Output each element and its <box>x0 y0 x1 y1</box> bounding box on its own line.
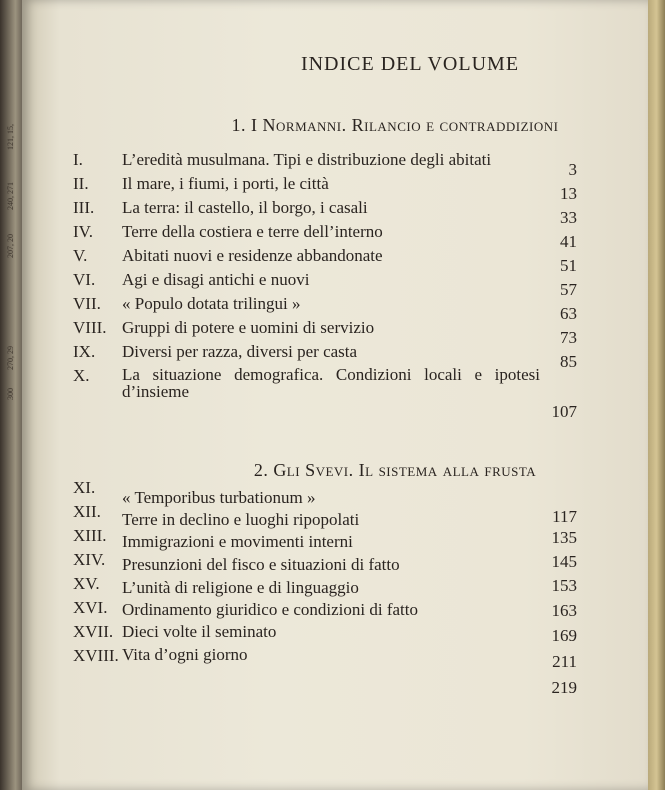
page-number: 219 <box>551 678 577 697</box>
page-number: 117 <box>552 507 577 526</box>
chapter-number: XVII. <box>73 622 114 641</box>
chapter-number: I. <box>73 150 83 169</box>
chapter-title: La terra: il castello, il borgo, i casali <box>122 198 368 217</box>
chapter-number: XVI. <box>73 598 108 617</box>
chapter-number: XIII. <box>73 526 107 545</box>
page-title: INDICE DEL VOLUME <box>300 53 520 75</box>
page-number: 73 <box>560 328 577 347</box>
chapter-number: XIV. <box>73 550 106 569</box>
chapter-title: Il mare, i fiumi, i porti, le città <box>122 174 329 193</box>
chapter-title: Ordinamento giuridico e condizioni di fatto <box>122 600 419 619</box>
chapter-title: Terre della costiera e terre dell’interno <box>122 222 383 241</box>
chapter-title: Presunzioni del fisco e situazioni di fatto <box>122 555 400 574</box>
margin-note: 300 <box>6 388 15 400</box>
page-number: 63 <box>560 304 577 323</box>
page-number: 145 <box>551 552 577 571</box>
margin-note: 121, 15, <box>6 124 15 150</box>
chapter-title: Agi e disagi antichi e nuovi <box>122 270 310 289</box>
chapter-number: IX. <box>73 342 96 361</box>
chapter-number: X. <box>73 366 90 385</box>
book-page <box>22 0 648 790</box>
page-number: 163 <box>551 601 577 620</box>
page-number: 41 <box>560 232 577 251</box>
margin-note: 270, 29 <box>6 346 15 370</box>
chapter-title: Gruppi di potere e uomini di servizio <box>122 318 375 337</box>
chapter-title: L’unità di religione e di linguaggio <box>122 578 359 597</box>
page-number: 211 <box>552 652 577 671</box>
chapter-number: II. <box>73 174 89 193</box>
chapter-title: « Temporibus turbationum » <box>122 488 316 507</box>
page-number: 13 <box>560 184 577 203</box>
page-number: 3 <box>568 160 577 179</box>
chapter-title: La situazione demografica. Condizioni locali e ipotesi d’insieme <box>122 365 540 401</box>
chapter-title: Immigrazioni e movimenti interni <box>122 532 353 551</box>
section-heading: 1. I Normanni. Rilancio e contraddizioni <box>231 115 559 135</box>
margin-note: 207, 20 <box>6 234 15 258</box>
chapter-title: Vita d’ogni giorno <box>122 645 248 664</box>
chapter-title: « Populo dotata trilingui » <box>122 294 301 313</box>
chapter-number: V. <box>73 246 88 265</box>
book-edge <box>648 0 665 790</box>
chapter-title: Diversi per razza, diversi per casta <box>122 342 358 361</box>
page-number: 107 <box>551 402 577 421</box>
section-heading: 2. Gli Svevi. Il sistema alla frusta <box>253 460 537 480</box>
chapter-number: XVIII. <box>73 646 119 665</box>
chapter-number: VII. <box>73 294 101 313</box>
margin-note: 240, 271 <box>6 182 15 210</box>
chapter-title: Abitati nuovi e residenze abbandonate <box>122 246 383 265</box>
previous-page-edge <box>0 0 22 790</box>
chapter-number: VIII. <box>73 318 107 337</box>
chapter-number: XII. <box>73 502 101 521</box>
chapter-number: VI. <box>73 270 96 289</box>
page-number: 153 <box>551 576 577 595</box>
page-number: 51 <box>560 256 577 275</box>
chapter-number: XI. <box>73 478 96 497</box>
chapter-number: IV. <box>73 222 93 241</box>
chapter-title: Dieci volte il seminato <box>122 622 277 641</box>
chapter-number: XV. <box>73 574 100 593</box>
page-number: 85 <box>560 352 577 371</box>
page-number: 57 <box>560 280 577 299</box>
page-number: 169 <box>551 626 577 645</box>
page-number: 135 <box>551 528 577 547</box>
chapter-number: III. <box>73 198 95 217</box>
chapter-title: L’eredità musulmana. Tipi e distribuzione degli abitati <box>122 150 492 169</box>
page-number: 33 <box>560 208 577 227</box>
chapter-title: Terre in declino e luoghi ripopolati <box>122 510 360 529</box>
